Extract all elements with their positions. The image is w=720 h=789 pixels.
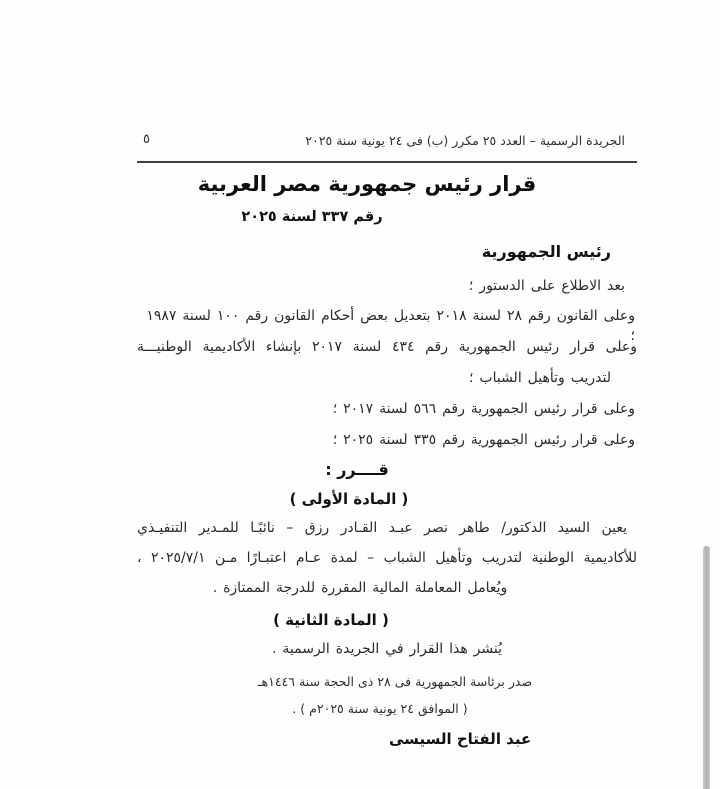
preamble-line-4: لتدريب وتأهيل الشباب ؛ [469,370,611,386]
gazette-issue-line: الجريدة الرسمية – العدد ٢٥ مكرر (ب) فى ٢٤ يونية سنة ٢٠٢٥ [305,132,625,148]
header-rule [137,161,637,163]
preamble-line-3: وعلى قرار رئيس الجمهورية رقم ٤٣٤ لسنة ٢٠١٧ بإنشاء الأكاديمية الوطنيـــة [137,339,638,355]
article-one-heading: ( المادة الأولى ) [289,490,409,508]
issuance-hijri-line: صدر برئاسة الجمهورية فى ٢٨ ذى الحجة سنة ١٤٤٦هـ [257,674,533,689]
decree-number: رقم ٣٣٧ لسنة ٢٠٢٥ [241,209,383,225]
decree-title: قرار رئيس جمهورية مصر العربية [197,172,537,196]
issuance-gregorian-line: ( الموافق ٢٤ يونية سنة ٢٠٢٥م ) . [292,701,468,716]
article-one-line-3: ويُعامل المعاملة المالية المقررة للدرجة الممتازة . [212,580,508,596]
page-number: ٥ [143,132,150,147]
publication-line: يُنشر هذا القرار في الجريدة الرسمية . [271,641,502,657]
article-two-heading: ( المادة الثانية ) [273,611,389,629]
preamble-line-1: بعد الاطلاع على الدستور ؛ [468,278,625,294]
preamble-line-2: وعلى القانون رقم ٢٨ لسنة ٢٠١٨ بتعديل بعض أحكام القانون رقم ١٠٠ لسنة ١٩٨٧ ؛ [146,308,635,344]
decision-word: قــــرر : [325,460,389,479]
gazette-header [137,131,637,149]
preamble-line-6: وعلى قرار رئيس الجمهورية رقم ٣٣٥ لسنة ٢٠٢٥ ؛ [332,432,635,448]
preamble-line-5: وعلى قرار رئيس الجمهورية رقم ٥٦٦ لسنة ٢٠١٧ ؛ [332,401,635,417]
article-one-line-1: يعين السيد الدكتور/ طاهر نصر عبـد القـادر رزق – نائبًـا للمـدير التنفيـذي [137,520,627,536]
president-signature: عبد الفتاح السيسى [389,730,532,748]
article-one-line-2: للأكاديمية الوطنية لتدريب وتأهيل الشباب – لمدة عـام اعتبـارًا مـن ٢٠٢٥/٧/١ ، [137,550,637,566]
issuer-heading: رئيس الجمهورية [481,242,611,261]
page-edge-shadow [703,546,710,789]
